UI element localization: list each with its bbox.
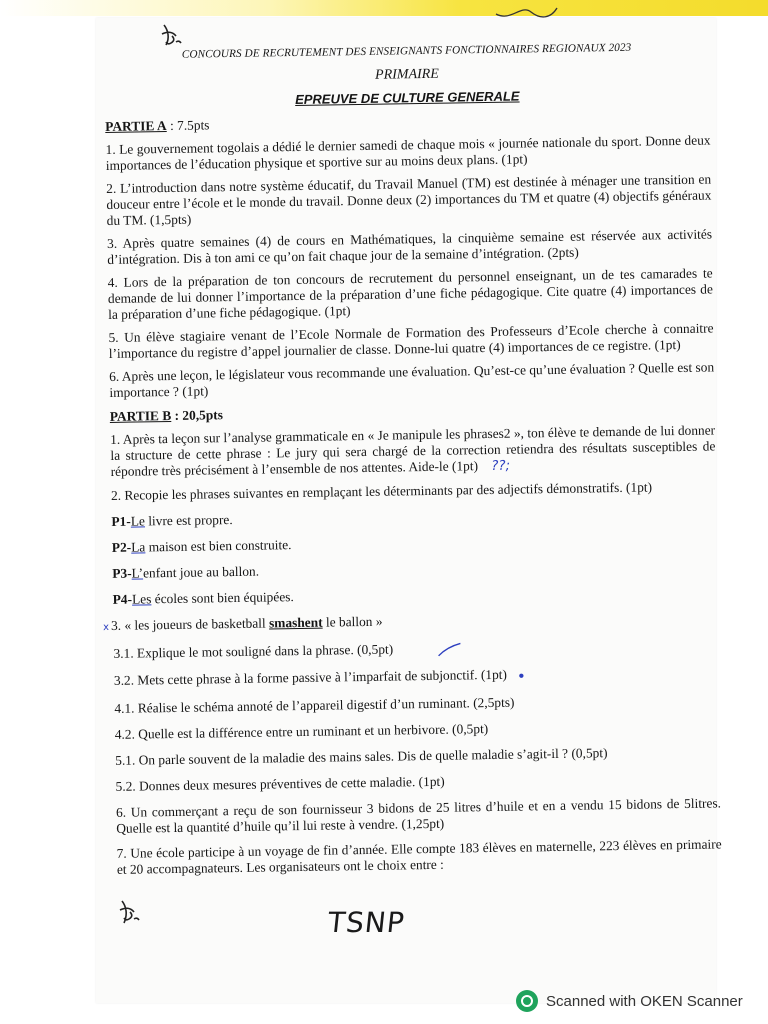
top-scribble-icon <box>491 0 561 22</box>
sentence-code: P1- <box>111 513 131 529</box>
document-body <box>104 38 722 884</box>
exam-title: EPREUVE DE CULTURE GENERALE <box>295 88 520 108</box>
sentence-determiner: Le <box>130 513 146 529</box>
part-b-label: PARTIE B <box>109 407 172 424</box>
part-b-question-1-text: 1. Après ta leçon sur l’analyse grammaticale en « Je manipule les phrases2 », ton élève te demande de lui donner la structure de cette phrase : Le jury qui sera chargé de la correction retiendra des résultats susceptibles de répondre très précisément à l’ensemble de nos attentes. Aide-le (1pt) <box>110 422 716 479</box>
scanner-label: Scanned with OKEN Scanner <box>546 992 743 1010</box>
part-a-question-2: 2. L’introduction dans notre système éducatif, du Travail Manuel (TM) est destinée à ménager une transition en douceur entre l’école et le monde du travail. Donne deux (2) importances du TM et quatre (4) objectifs généraux du TM. (1,5pts) <box>106 171 712 228</box>
item-text: 3.2. Mets cette phrase à la forme passive à l’imparfait de subjonctif. (1pt) <box>113 666 508 688</box>
q3-suffix: le ballon » <box>322 613 383 630</box>
q3-prefix: 3. « les joueurs de basketball <box>110 615 270 633</box>
handwritten-dot-icon: ● <box>518 670 525 682</box>
sentence-determiner: Les <box>131 591 152 607</box>
scanner-watermark <box>516 990 743 1012</box>
handwritten-initials: TSNP <box>326 906 407 939</box>
q3-underlined-word: smashent <box>268 614 323 631</box>
item-3-1 <box>113 636 718 662</box>
item-6: 6. Un commerçant a reçu de son fournisseur 3 bidons de 25 litres d’huile et en a vendu 15 bidons de 5litres. Quelle est la quantité d’huile qu’il lui reste à vendre. (1,25pt) <box>115 795 722 836</box>
part-b-heading <box>110 399 715 425</box>
part-b-points: : 20,5pts <box>171 407 224 423</box>
sentence-rest: écoles sont bien équipées. <box>151 589 294 607</box>
sentence-rest: enfant joue au ballon. <box>142 563 260 581</box>
yellow-highlighter-strip <box>0 0 768 16</box>
sentence-determiner: La <box>131 539 146 555</box>
part-a-question-6: 6. Après une leçon, le législateur vous recommande une évaluation. Qu’est-ce qu’une évaluation ? Quelle est son importance ? (1pt) <box>109 359 715 400</box>
sentence-rest: maison est bien construite. <box>145 537 292 555</box>
part-b-question-3 <box>103 608 718 636</box>
level-title: PRIMAIRE <box>374 66 439 83</box>
handwritten-cross-mark: x <box>103 621 110 634</box>
part-a-heading <box>105 109 710 135</box>
contest-title: CONCOURS DE RECRUTEMENT DES ENSEIGNANTS FONCTIONNAIRES REGIONAUX 2023 <box>181 41 632 61</box>
sentence-p2 <box>112 530 717 556</box>
item-3-2 <box>114 663 719 691</box>
part-a-question-3: 3. Après quatre semaines (4) de cours en Mathématiques, la cinquième semaine est réservée aux activités d’intégration. Dis à ton ami ce qu’on fait chaque jour de la semaine d’intégration. (2pts) <box>106 226 713 267</box>
item-5-1: 5.1. On parle souvent de la maladie des mains sales. Dis de quelle maladie s’agit-il ? (0,5pt) <box>115 745 608 768</box>
part-a-points: : 7.5pts <box>166 117 210 134</box>
part-b-question-2: 2. Recopie les phrases suivantes en remplaçant les déterminants par des adjectifs démonstratifs. (1pt) <box>110 479 653 503</box>
part-b-question-1 <box>110 422 716 480</box>
item-5-2: 5.2. Donnes deux mesures préventives de cette maladie. (1pt) <box>115 773 445 794</box>
part-a-question-5: 5. Un élève stagiaire venant de l’Ecole Normale de Formation des Professeurs d’Ecole cherche à connaitre l’importance du registre d’appel journalier de classe. Donne-lui quatre (4) importances de ce registre. (1pt) <box>108 320 714 361</box>
item-4-1: 4.1. Réalise le schéma annoté de l’appareil digestif d’un ruminant. (2,5pts) <box>114 694 515 716</box>
sentence-p4 <box>113 582 718 608</box>
sentence-rest: livre est propre. <box>144 512 233 529</box>
part-a-label: PARTIE A <box>105 118 167 134</box>
item-text: 3.1. Explique le mot souligné dans la phrase. (0,5pt) <box>113 641 394 661</box>
sentence-p1 <box>111 504 716 530</box>
handwritten-check-icon <box>436 641 462 657</box>
initials-signature-top-icon <box>158 22 182 48</box>
handwritten-note: ??; <box>491 458 511 474</box>
sentence-code: P4- <box>112 591 133 607</box>
sentence-p3 <box>112 556 717 582</box>
item-4-2: 4.2. Quelle est la différence entre un ruminant et un herbivore. (0,5pt) <box>114 720 489 742</box>
initials-signature-bottom-icon <box>116 898 140 926</box>
oken-logo-icon <box>516 990 538 1012</box>
item-7: 7. Une école participe à un voyage de fin d’année. Elle compte 183 élèves en maternelle, 223 élèves en primaire et 20 accompagnateurs. Les organisateurs ont le choix entre : <box>116 836 722 877</box>
sentence-code: P3- <box>112 565 132 581</box>
part-a-question-1: 1. Le gouvernement togolais a dédié le dernier samedi de chaque mois « journée nationale du sport. Donne deux importances de l’éducation physique et sportive sur au moins deux plans. (1pt) <box>105 132 711 173</box>
part-a-question-4: 4. Lors de la préparation de ton concours de recrutement du personnel enseignant, un de tes camarades te demande de lui donner l’importance de la préparation d’une fiche pédagogique. Cite quatre (4) importances de la préparation d’une fiche pédagogique. (1pt) <box>107 265 713 322</box>
sentence-determiner: L’ <box>131 565 144 581</box>
scanned-page <box>96 18 722 1003</box>
sentence-code: P2- <box>111 539 132 555</box>
